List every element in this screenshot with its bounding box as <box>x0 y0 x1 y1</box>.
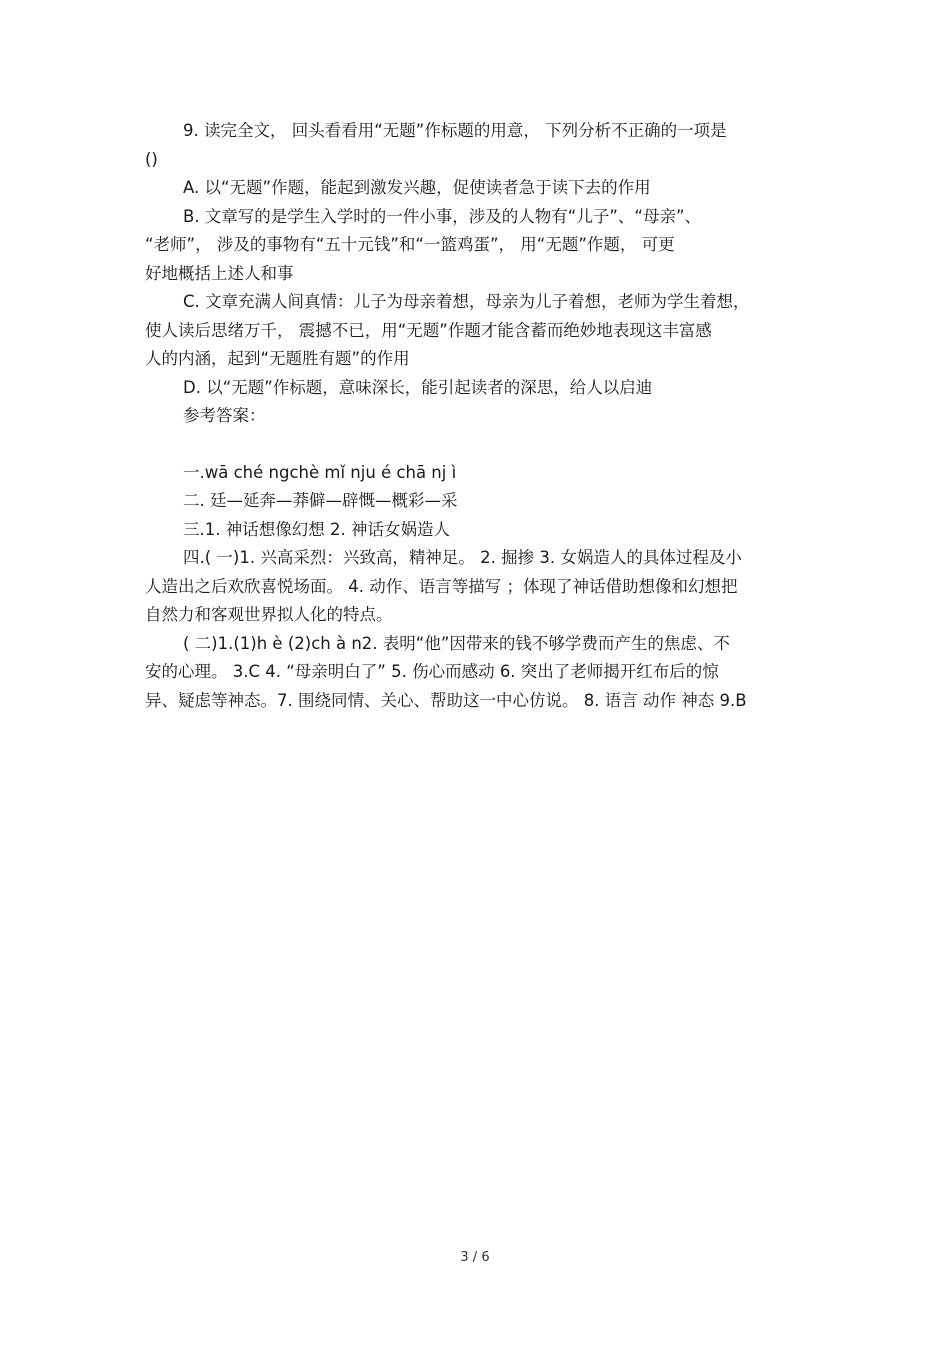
answer-section-5-line-1: ( 二)1.(1)h è (2)ch à n2. 表明“他”因带来的钱不够学费而产生的焦虑、不 <box>183 633 730 653</box>
page-number: 3 / 6 <box>460 1250 490 1265</box>
answer-section-4-line-2: 人造出之后欢欣喜悦场面。 4. 动作、语言等描写 ；体现了神话借助想像和幻想把 <box>145 576 738 596</box>
option-b-line-2: “老师”， 涉及的事物有“五十元钱”和“一篮鸡蛋”， 用“无题”作题， 可更 <box>145 235 675 254</box>
answer-label: 参考答案： <box>183 406 266 425</box>
option-c-line-1: C. 文章充满人间真情：儿子为母亲着想，母亲为儿子着想，老师为学生着想， <box>183 292 750 311</box>
blank-gap <box>145 431 810 459</box>
answer-section-5-line-2: 安的心理。 3.C 4. “母亲明白了” 5. 伤心而感动 6. 突出了老师揭开红布后的惊 <box>145 662 719 681</box>
question-9-line-1: 9. 读完全文， 回头看看用“无题”作标题的用意， 下列分析不正确的一项是 <box>183 121 727 140</box>
page-content <box>145 117 810 715</box>
answer-section-5-line-3: 异、疑虑等神态。7. 围绕同情、关心、帮助这一中心仿说。 8. 语言 动作 神态 9.B <box>145 690 747 710</box>
answer-section-4-line-3: 自然力和客观世界拟人化的特点。 <box>145 605 393 624</box>
option-a: A. 以“无题”作题，能起到激发兴趣，促使读者急于读下去的作用 <box>183 178 651 197</box>
answer-section-4-line-1: 四.( 一)1. 兴高采烈：兴致高，精神足。 2. 掘掺 3. 女娲造人的具体过程及小 <box>183 548 742 567</box>
option-c-line-3: 人的内涵，起到“无题胜有题”的作用 <box>145 349 410 368</box>
question-9-line-2: () <box>145 149 158 169</box>
answer-section-2: 二. 廷—延奔—莽僻—辟慨—概彩—采 <box>183 491 458 510</box>
option-b-line-1: B. 文章写的是学生入学时的一件小事，涉及的人物有“儿子”、“母亲”、 <box>183 206 702 226</box>
option-c-line-2: 使人读后思绪万千， 震撼不已，用“无题”作题才能含蓄而绝妙地表现这丰富感 <box>145 320 712 340</box>
option-b-line-3: 好地概括上述人和事 <box>145 263 294 283</box>
answer-section-3: 三.1. 神话想像幻想 2. 神话女娲造人 <box>183 519 450 539</box>
answer-section-1: 一.wā ché ngchè mǐ nju é chā nj ì <box>183 462 457 482</box>
option-d: D. 以“无题”作标题，意味深长，能引起读者的深思，给人以启迪 <box>183 377 653 397</box>
